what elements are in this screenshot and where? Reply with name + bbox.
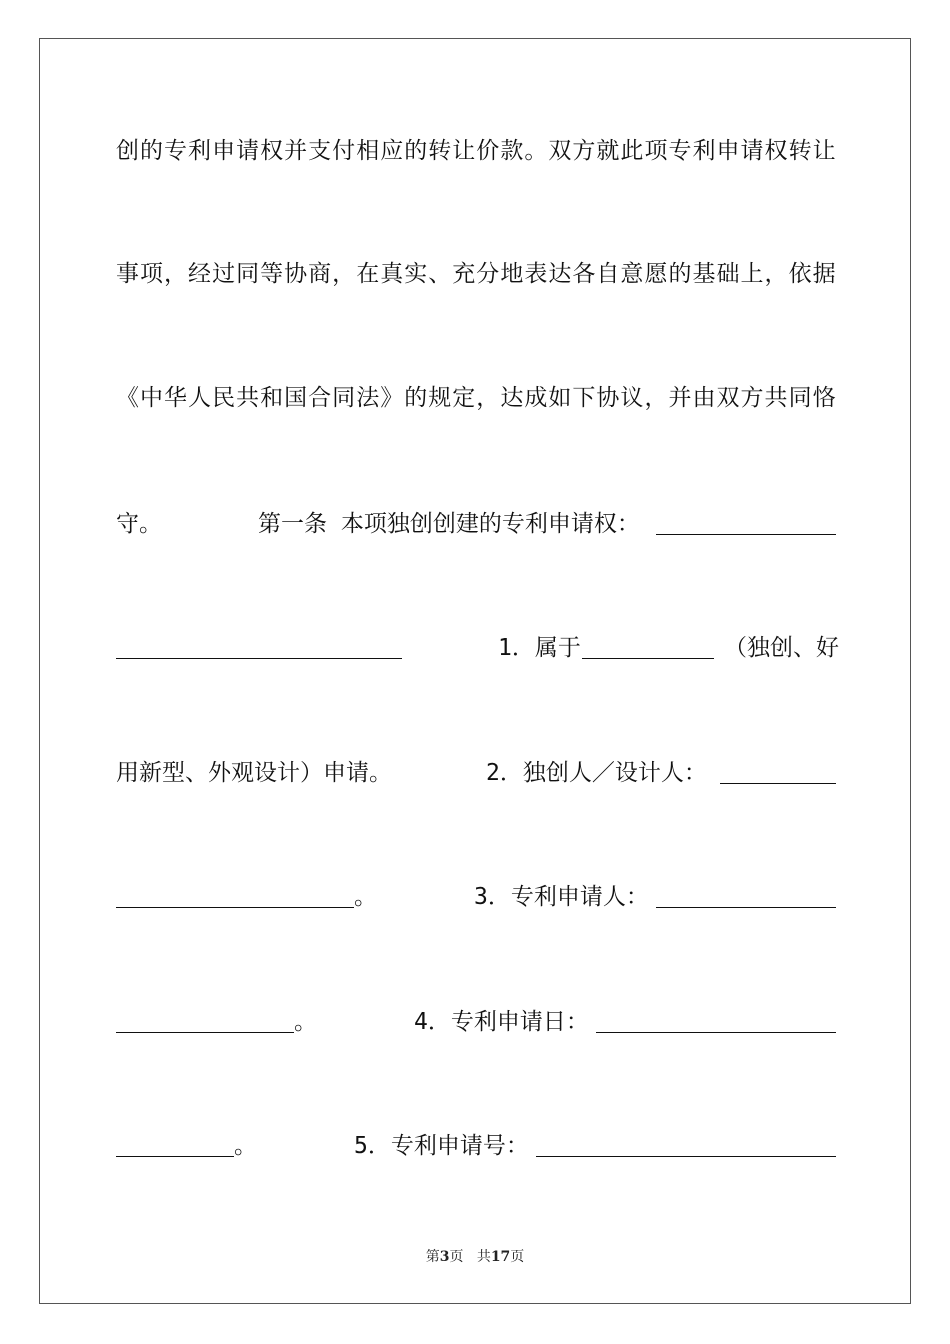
paragraph-line-9: [116, 1126, 836, 1166]
item-2-label: 2．独创人／设计人：: [486, 760, 707, 786]
text-shou: 守。: [116, 511, 162, 537]
article-one-label: 第一条 本项独创创建的专利申请权：: [258, 511, 640, 537]
page-border: [39, 38, 911, 1304]
footer-total-unit: 页: [510, 1249, 525, 1265]
application-date-blank[interactable]: [596, 1032, 836, 1033]
footer-total-prefix: 共: [476, 1249, 491, 1265]
period: 。: [354, 884, 377, 910]
footer-page-number: 3: [439, 1249, 450, 1265]
footer-total-pages: 17: [490, 1249, 511, 1265]
paragraph-line-7: [116, 877, 836, 917]
paragraph-line-3: 《中华人民共和国合同法》的规定，达成如下协议，并由双方共同恪: [116, 385, 836, 411]
item-5-label: 5．专利申请号：: [354, 1133, 529, 1159]
paragraph-line-1: 创的专利申请权并支付相应的转让价款。双方就此项专利申请权转让: [116, 138, 836, 164]
footer-prefix: 第: [425, 1249, 440, 1265]
patent-right-blank-cont[interactable]: [116, 658, 402, 659]
application-date-blank-cont[interactable]: [116, 1156, 234, 1157]
application-number-blank[interactable]: [536, 1156, 836, 1157]
item-4-label: 4．专利申请日：: [414, 1009, 589, 1035]
paragraph-line-6: [116, 753, 836, 793]
paragraph-line-8: [116, 1002, 836, 1042]
applicant-blank-cont[interactable]: [116, 1032, 294, 1033]
patent-type-blank[interactable]: [582, 658, 714, 659]
patent-type-options: （独创、好: [724, 635, 839, 661]
patent-type-options-cont: 用新型、外观设计）申请。: [116, 760, 392, 786]
inventor-blank[interactable]: [720, 783, 836, 784]
item-1-label: 1．属于: [498, 635, 581, 661]
footer-page-unit: 页: [449, 1249, 464, 1265]
paragraph-line-2: 事项，经过同等协商，在真实、充分地表达各自意愿的基础上，依据: [116, 261, 836, 287]
paragraph-line-4: [116, 504, 836, 544]
applicant-blank[interactable]: [656, 907, 836, 908]
page-footer: [0, 1246, 950, 1266]
period: 。: [234, 1133, 257, 1159]
paragraph-line-5: [116, 628, 839, 668]
item-3-label: 3．专利申请人：: [474, 884, 649, 910]
inventor-blank-cont[interactable]: [116, 907, 354, 908]
period: 。: [294, 1009, 317, 1035]
patent-right-blank[interactable]: [656, 534, 836, 535]
